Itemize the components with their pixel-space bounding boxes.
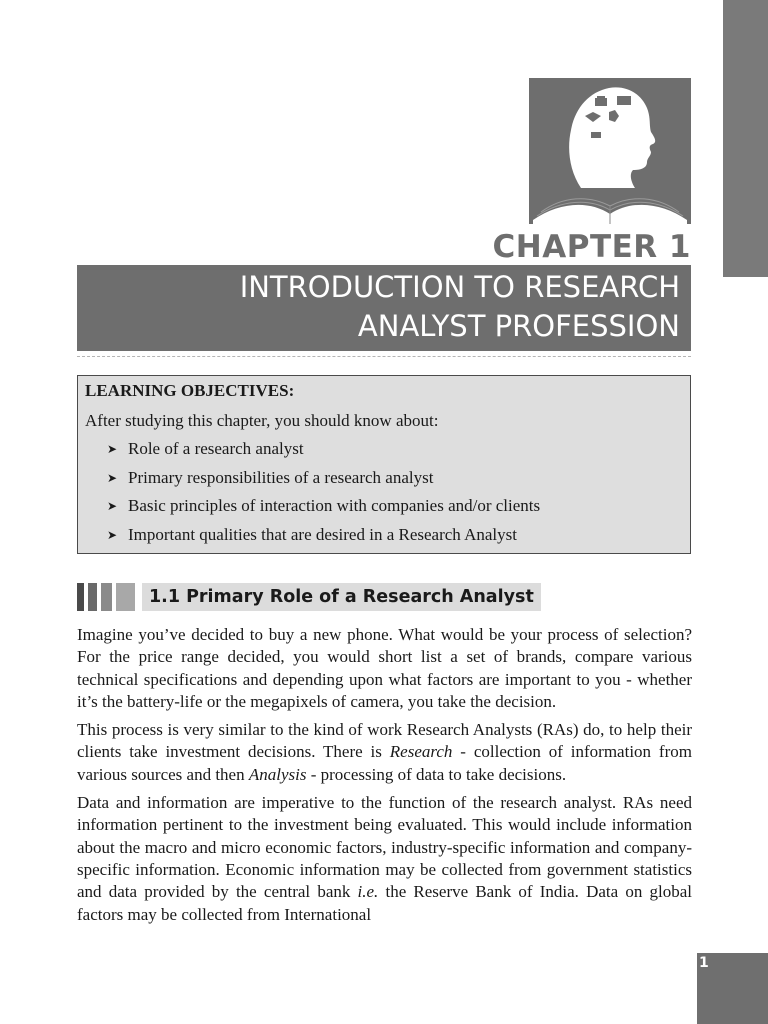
paragraph: Imagine you’ve decided to buy a new phone. What would be your process of selection? For the price range decided, you would short list a set of brands, compare various technical specifications and depending upon what factors are important to you - whether it’s the battery-life or the megapixels of camera, you take the decision. <box>77 625 692 711</box>
head-with-book-icon <box>529 78 691 224</box>
list-item <box>107 492 683 521</box>
list-item <box>107 464 683 493</box>
arrow-bullet-icon: ➤ <box>107 527 118 542</box>
chapter-title-line1: INTRODUCTION TO RESEARCH <box>239 270 680 304</box>
list-item <box>107 435 683 464</box>
chapter-title-line2: ANALYST PROFESSION <box>357 309 680 343</box>
objective-text: Role of a research analyst <box>128 439 304 458</box>
objective-text: Important qualities that are desired in a Research Analyst <box>128 524 517 544</box>
arrow-bullet-icon: ➤ <box>107 470 118 485</box>
objective-text: Basic principles of interaction with companies and/or clients <box>128 496 541 515</box>
arrow-bullet-icon: ➤ <box>107 499 118 513</box>
objective-text: Primary responsibilities of a research analyst <box>128 467 434 487</box>
objectives-intro: After studying this chapter, you should know about: <box>85 411 439 430</box>
chapter-label: CHAPTER 1 <box>492 229 691 265</box>
side-chapter-tab <box>723 0 768 277</box>
body-text <box>77 624 692 932</box>
objectives-list <box>85 435 683 549</box>
page-number: 1 <box>699 955 709 971</box>
paragraph: Data and information are imperative to the function of the research analyst. RAs need information pertinent to the investment being evaluated. This would include information about the macro and micro economic factors, industry-specific information and company-specific information. Economic information may be collected from government statistics and data provided by the central bank i.e. the Reserve Bank of India. Data on global factors may be collected from International <box>77 793 692 924</box>
emphasis-analysis: Analysis <box>248 764 307 784</box>
objectives-heading: LEARNING OBJECTIVES: <box>85 381 295 400</box>
section-bars-icon <box>77 583 137 611</box>
paragraph: This process is very similar to the kind of work Research Analysts (RAs) do, to help their clients take investment decisions. There is Research - collection of information from various sources and then Analysis - processing of data to take decisions. <box>77 720 692 784</box>
arrow-bullet-icon: ➤ <box>107 442 118 456</box>
emphasis-research: Research <box>389 742 453 762</box>
divider <box>77 356 691 357</box>
section-title: 1.1 Primary Role of a Research Analyst <box>142 583 541 611</box>
list-item <box>107 521 683 550</box>
emphasis-ie: i.e. <box>357 882 379 902</box>
chapter-title <box>77 265 691 351</box>
learning-objectives-box <box>77 375 691 554</box>
